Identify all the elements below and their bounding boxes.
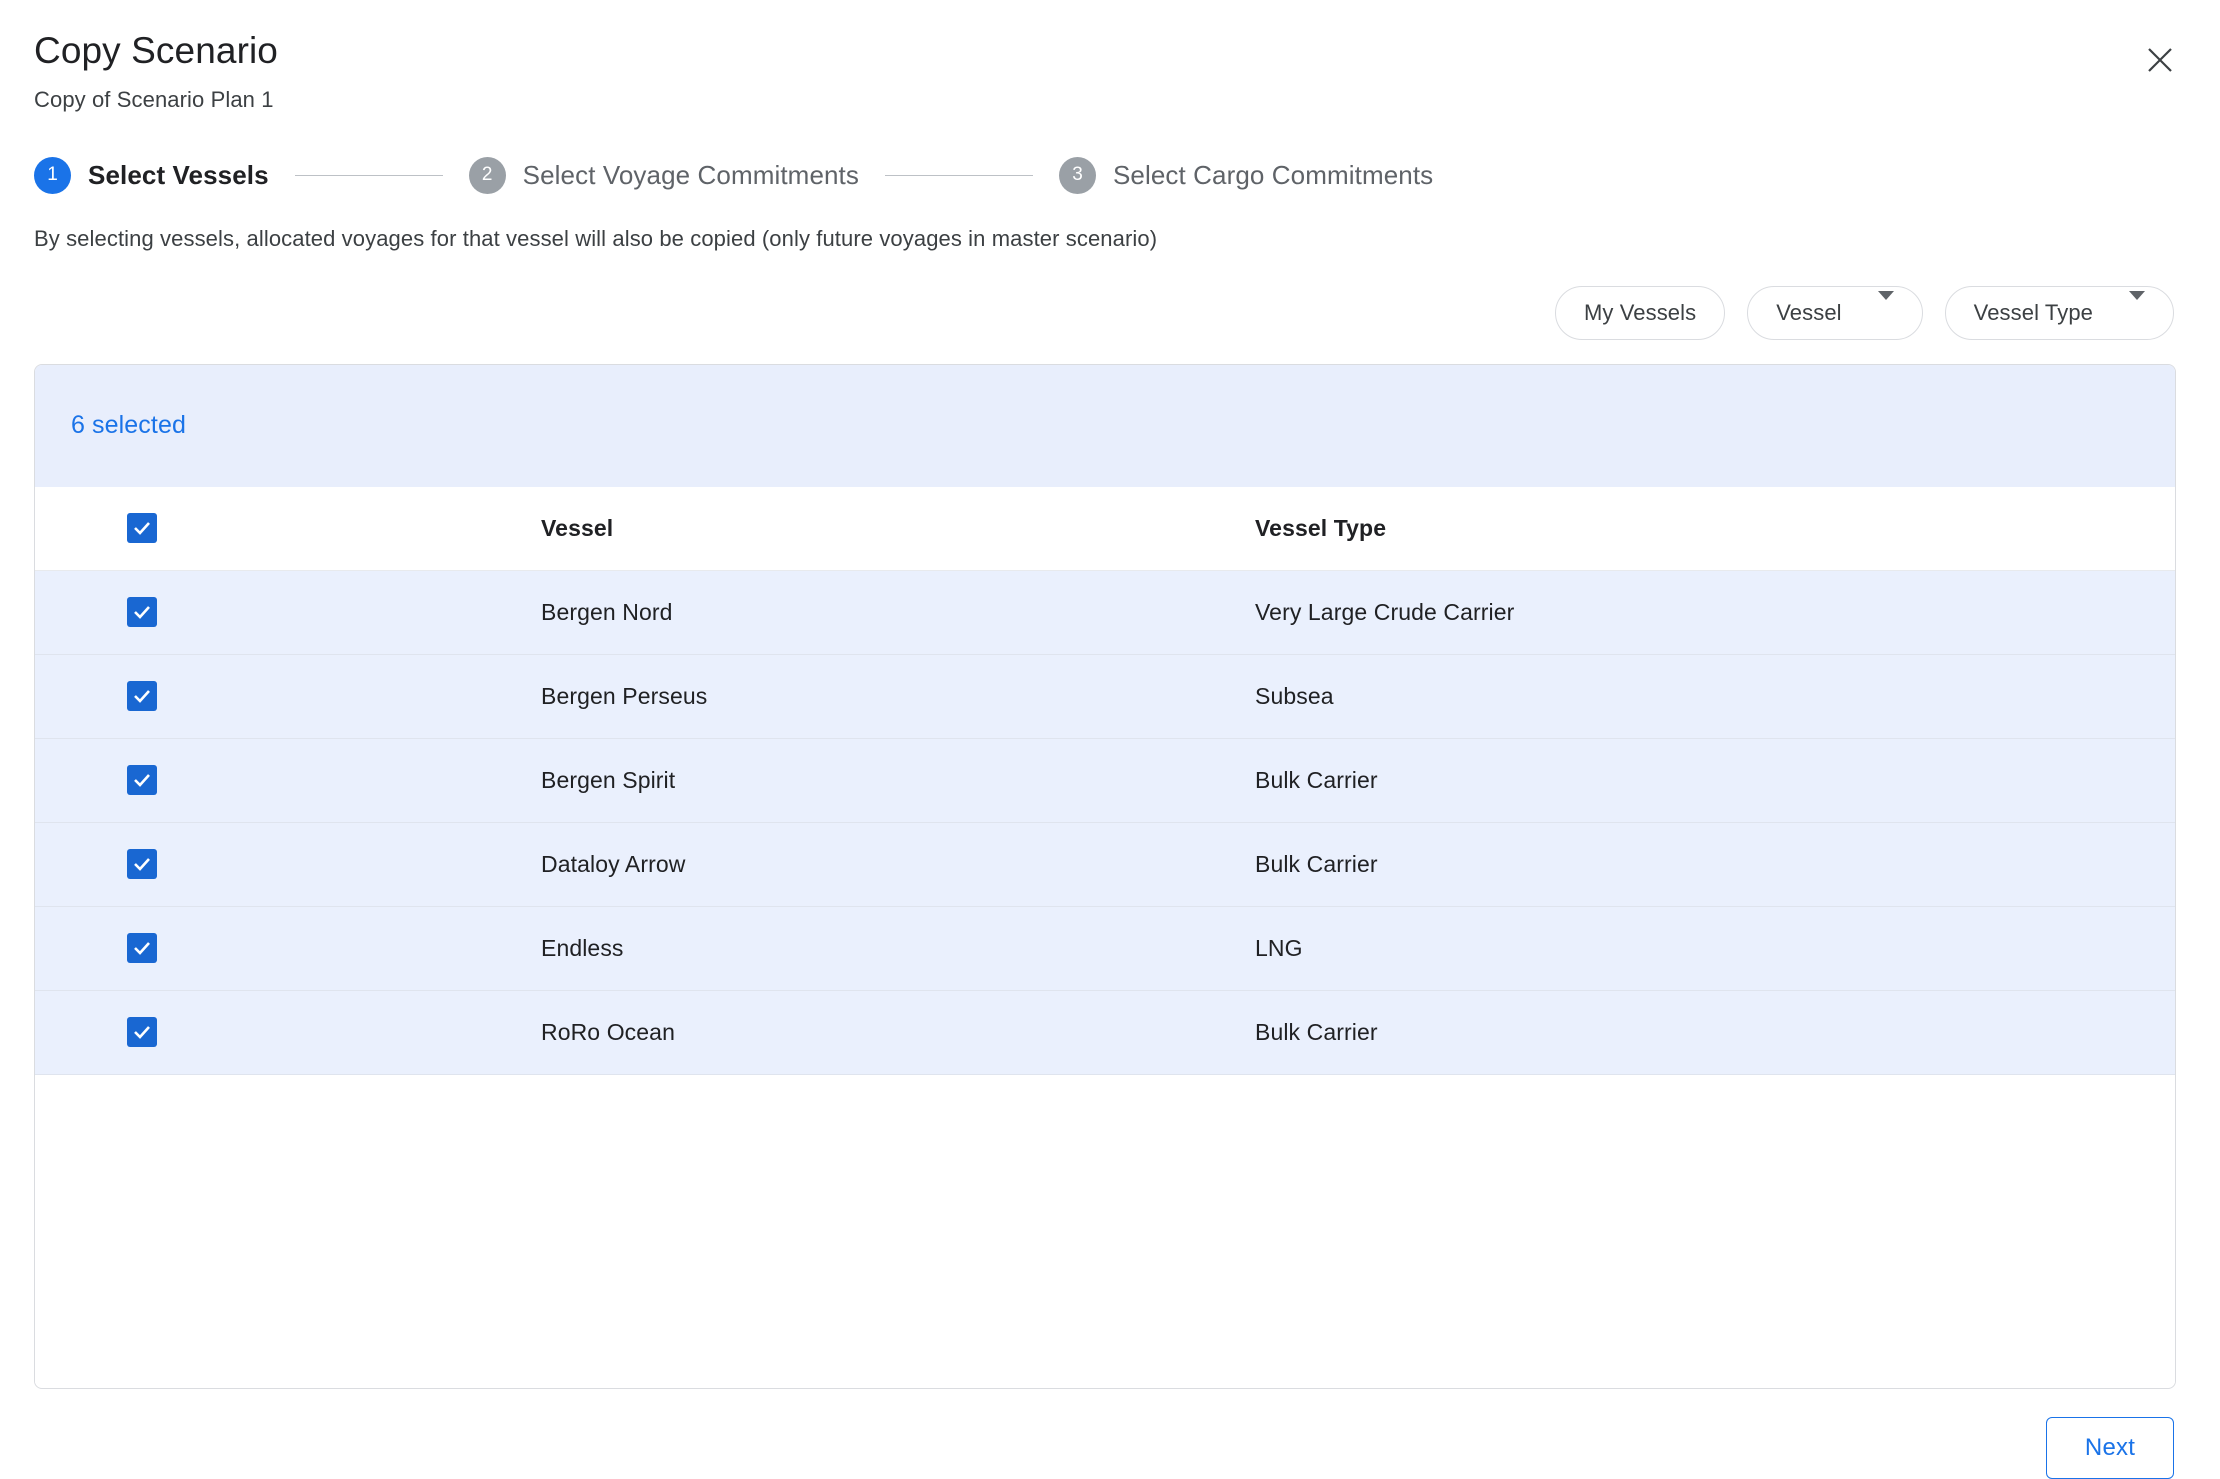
filter-vessel[interactable] [1747, 286, 1922, 340]
table-row[interactable] [35, 739, 2175, 823]
filter-vessel-type[interactable] [1945, 286, 2174, 340]
dialog-subtitle: Copy of Scenario Plan 1 [34, 86, 274, 112]
table-row[interactable] [35, 655, 2175, 739]
chevron-down-icon [2129, 300, 2145, 326]
filter-my-vessels-label: My Vessels [1583, 299, 1697, 325]
select-all-cell [35, 487, 535, 571]
table-header-row [35, 487, 2175, 571]
row-checkbox-cell [35, 571, 535, 655]
row-checkbox-cell [35, 907, 535, 991]
step-select-voyage-commitments[interactable] [469, 157, 859, 194]
filter-vessel-label: Vessel [1776, 299, 1842, 325]
close-button[interactable] [2138, 38, 2182, 82]
table-row[interactable] [35, 571, 2175, 655]
cell-vessel-type: Very Large Crude Carrier [1255, 599, 1515, 626]
select-all-checkbox[interactable] [127, 513, 157, 543]
step-2-circle: 2 [469, 157, 506, 194]
hint-text: By selecting vessels, allocated voyages for that vessel will also be copied (only future voyages in master scenario) [34, 225, 1158, 251]
step-select-vessels[interactable] [34, 157, 269, 194]
page-title: Copy Scenario [34, 30, 278, 71]
step-connector-2 [885, 175, 1033, 176]
step-connector-1 [295, 175, 443, 176]
filter-vessel-type-label: Vessel Type [1973, 299, 2093, 325]
selection-count: 6 selected [35, 365, 2175, 487]
row-checkbox-cell [35, 823, 535, 907]
filter-my-vessels[interactable] [1555, 286, 1725, 340]
cell-vessel-name: Bergen Spirit [541, 767, 676, 794]
dialog-header [34, 30, 2176, 113]
row-checkbox[interactable] [127, 681, 157, 711]
step-3-label: Select Cargo Commitments [1112, 159, 1434, 190]
next-button[interactable]: Next [2046, 1417, 2174, 1479]
cell-vessel-name: Dataloy Arrow [541, 851, 686, 878]
step-select-cargo-commitments[interactable] [1059, 157, 1433, 194]
row-checkbox-cell [35, 739, 535, 823]
row-checkbox[interactable] [127, 1017, 157, 1047]
chevron-down-icon [1878, 300, 1894, 326]
table-row[interactable] [35, 991, 2175, 1075]
row-checkbox[interactable] [127, 849, 157, 879]
stepper [34, 157, 2176, 194]
table-row[interactable] [35, 907, 2175, 991]
close-icon [2147, 47, 2173, 73]
dialog-footer [34, 1417, 2176, 1479]
filter-bar [34, 286, 2176, 340]
step-1-circle: 1 [34, 157, 71, 194]
cell-vessel-type: Bulk Carrier [1255, 767, 1378, 794]
cell-vessel-type: Subsea [1255, 683, 1334, 710]
cell-vessel-name: Bergen Perseus [541, 683, 708, 710]
table-row[interactable] [35, 823, 2175, 907]
column-header-vessel-type: Vessel Type [1255, 514, 1387, 541]
step-3-circle: 3 [1059, 157, 1096, 194]
row-checkbox[interactable] [127, 597, 157, 627]
cell-vessel-name: RoRo Ocean [541, 1019, 675, 1046]
step-1-label: Select Vessels [88, 159, 269, 190]
cell-vessel-name: Bergen Nord [541, 599, 673, 626]
table-empty-space [35, 1075, 2175, 1385]
vessels-table [35, 487, 2175, 1076]
cell-vessel-name: Endless [541, 935, 624, 962]
row-checkbox[interactable] [127, 933, 157, 963]
cell-vessel-type: Bulk Carrier [1255, 851, 1378, 878]
step-2-label: Select Voyage Commitments [522, 159, 859, 190]
row-checkbox-cell [35, 655, 535, 739]
row-checkbox-cell [35, 991, 535, 1075]
cell-vessel-type: Bulk Carrier [1255, 1019, 1378, 1046]
row-checkbox[interactable] [127, 765, 157, 795]
vessels-table-card [34, 364, 2176, 1389]
cell-vessel-type: LNG [1255, 935, 1303, 962]
column-header-vessel: Vessel [541, 514, 614, 541]
